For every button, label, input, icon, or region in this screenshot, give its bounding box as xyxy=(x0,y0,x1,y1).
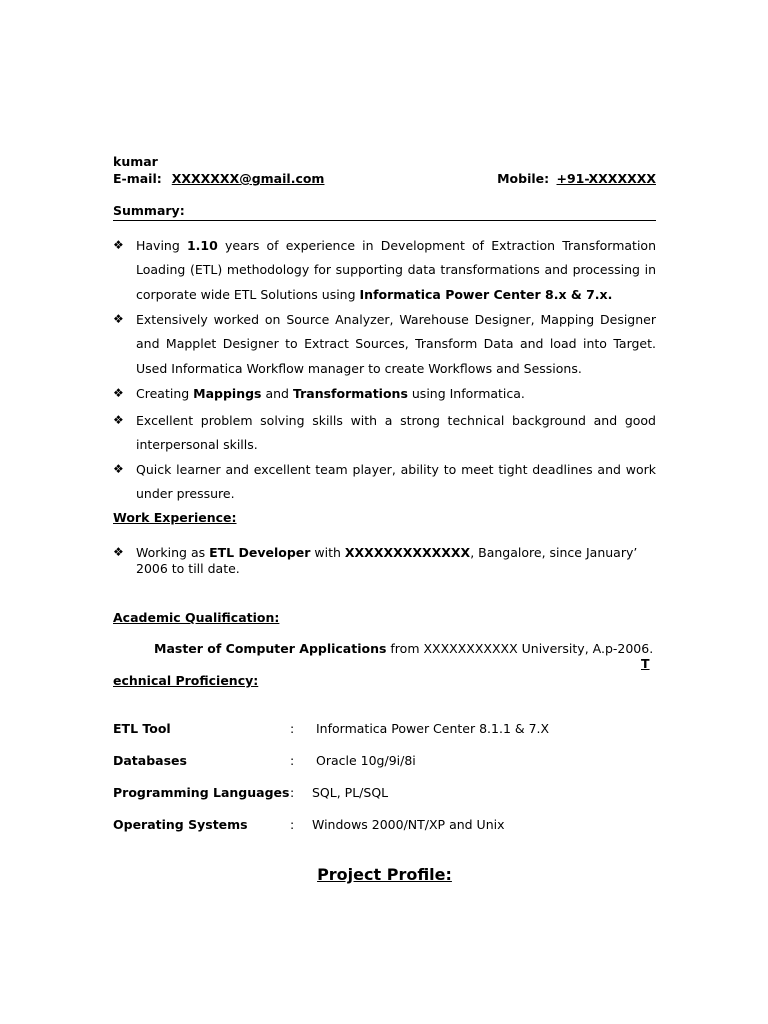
text-run: Extensively worked on Source Analyzer, Warehouse Designer, Mapping Designer and Mapplet Designer to Extract Sources, Transform Data and load into Target. Used Informatica Workflow manager to create Workflows and Sessions. xyxy=(136,312,656,376)
tech-label: Databases xyxy=(113,753,187,768)
text-run: Creating xyxy=(136,386,194,401)
tech-value: Informatica Power Center 8.1.1 & 7.X xyxy=(316,721,550,736)
mobile-number: +91-XXXXXXX xyxy=(556,171,656,186)
email-label: E-mail: xyxy=(113,171,162,186)
bold-text-run: ETL Developer xyxy=(209,545,311,560)
bold-text-run: XXXXXXXXXXXXX xyxy=(344,545,471,560)
bullet-diamond-icon: ❖ xyxy=(113,462,124,476)
bold-text-run: Informatica Power Center 8.x & 7.x. xyxy=(359,286,613,302)
contact-line xyxy=(113,171,656,186)
bullet-diamond-icon: ❖ xyxy=(113,545,124,559)
summary-rule xyxy=(113,220,656,221)
academic-line xyxy=(154,641,656,656)
project-profile-heading: Project Profile: xyxy=(317,865,452,884)
summary-bullet-text xyxy=(136,308,656,381)
tech-value: Oracle 10g/9i/8i xyxy=(316,753,416,768)
work-bullet-text xyxy=(136,545,646,577)
mobile-block xyxy=(497,171,656,186)
tech-value: SQL, PL/SQL xyxy=(312,785,389,800)
text-run: Working as xyxy=(136,545,210,560)
technical-heading-rest: echnical Proficiency: xyxy=(113,673,259,688)
degree-name: Master of Computer Applications xyxy=(154,641,387,656)
academic-heading: Academic Qualification: xyxy=(113,610,280,625)
text-run: with xyxy=(310,545,345,560)
bullet-diamond-icon: ❖ xyxy=(113,386,124,400)
text-run: using Informatica. xyxy=(407,386,525,401)
tech-label: ETL Tool xyxy=(113,721,171,736)
text-run: , Bangalore, since January’ 2006 to till date. xyxy=(136,545,638,576)
tech-colon: : xyxy=(290,721,295,736)
text-run: and xyxy=(261,386,293,401)
tech-label: Programming Languages xyxy=(113,785,290,800)
mobile-label: Mobile: xyxy=(497,171,550,186)
text-run: Quick learner and excellent team player, ability to meet tight deadlines and work under pressure. xyxy=(136,462,656,502)
text-run: years of experience in Development of Extraction Transformation Loading (ETL) methodology for supporting data transformations and processing in corporate wide ETL Solutions using xyxy=(136,238,656,302)
tech-colon: : xyxy=(290,785,295,800)
candidate-name: kumar xyxy=(113,154,158,169)
tech-colon: : xyxy=(290,753,295,768)
text-run: Excellent problem solving skills with a strong technical background and good interpersonal skills. xyxy=(136,413,656,453)
tech-label: Operating Systems xyxy=(113,817,248,832)
bold-text-run: Transformations xyxy=(292,386,408,401)
bold-text-run: Mappings xyxy=(193,386,262,401)
text-run: Having xyxy=(136,238,187,253)
summary-heading: Summary: xyxy=(113,203,185,218)
tech-value: Windows 2000/NT/XP and Unix xyxy=(312,817,505,832)
summary-bullet-text xyxy=(136,234,656,307)
tech-colon: : xyxy=(290,817,295,832)
degree-institution: from XXXXXXXXXXX University, A.p-2006. xyxy=(386,641,654,656)
email-link[interactable]: XXXXXXX@gmail.com xyxy=(171,171,325,186)
bullet-diamond-icon: ❖ xyxy=(113,312,124,326)
summary-bullet-text xyxy=(136,458,656,507)
summary-bullet-text xyxy=(136,409,656,458)
bullet-diamond-icon: ❖ xyxy=(113,238,124,252)
work-experience-heading: Work Experience: xyxy=(113,510,237,525)
summary-bullet-text xyxy=(136,382,656,406)
bullet-diamond-icon: ❖ xyxy=(113,413,124,427)
technical-heading-first-letter: T xyxy=(641,656,650,671)
bold-text-run: 1.10 xyxy=(186,238,218,253)
